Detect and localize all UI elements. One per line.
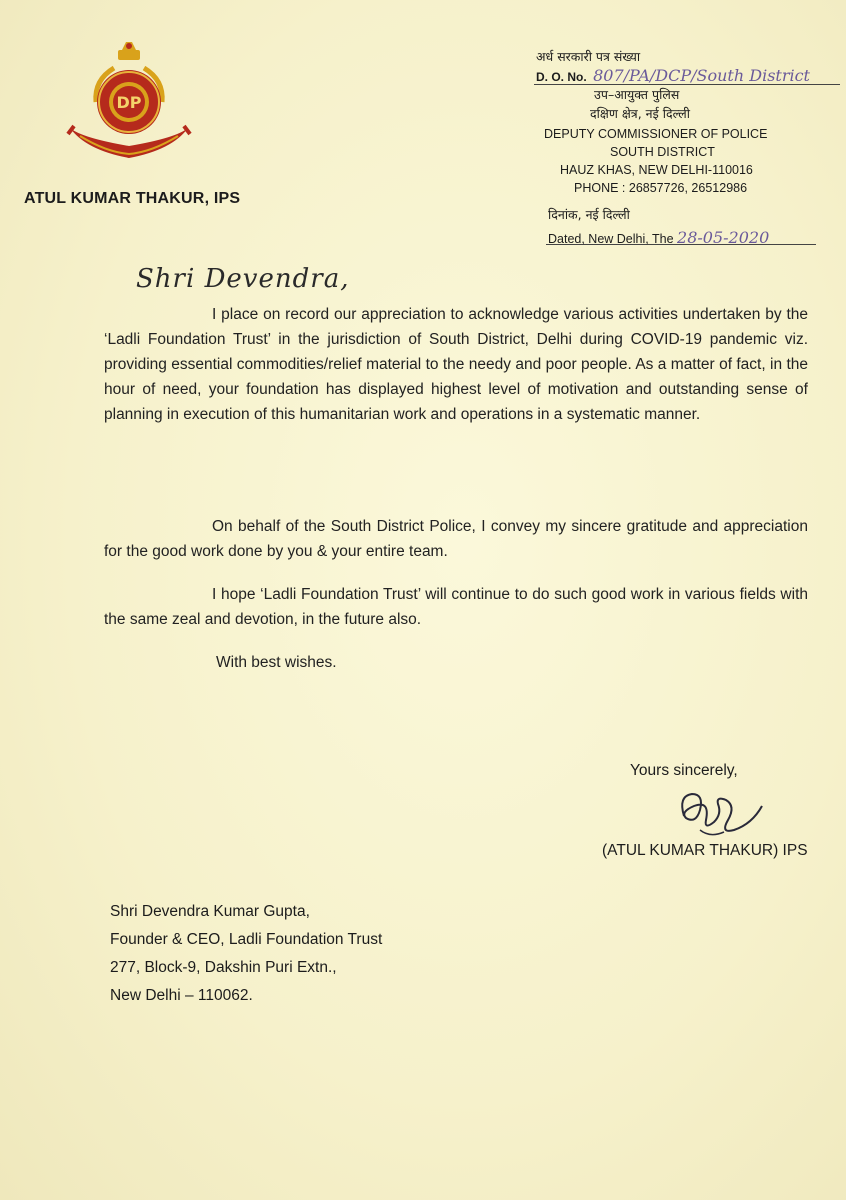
date-handwritten: 28-05-2020 [677,228,770,247]
hindi-date-label: दिनांक, नई दिल्ली [548,207,630,222]
body-paragraph-3: I hope ‘Ladli Foundation Trust’ will continue to do such good work in various fields with the same zeal and devotion, in the future also. [104,586,808,628]
do-handwritten-number: 807/PA/DCP/South District [593,66,810,85]
addressee-name: Shri Devendra Kumar Gupta, [110,903,310,920]
best-wishes: With best wishes. [216,654,337,671]
addressee-block [110,898,382,1010]
hindi-title: उप–आयुक्त पुलिस [594,87,680,102]
designation-title: DEPUTY COMMISSIONER OF POLICE [544,127,768,141]
district-name: SOUTH DISTRICT [610,145,715,159]
do-label: D. O. No. [536,70,587,84]
closing: Yours sincerely, [630,762,738,779]
salutation: Shri Devendra, [136,264,350,294]
addressee-street: 277, Block-9, Dakshin Puri Extn., [110,959,337,976]
body-paragraph-1: I place on record our appreciation to acknowledge various activities undertaken by the ‘Ladli Foundation Trust’ in the jurisdiction of South District, Delhi during COVID-19 pandemic viz. providing essential commodities/relief material to the needy and poor people. As a matter of fact, in the hour of need, your foundation has displayed highest level of motivation and outstanding sense of planning in execution of this humanitarian work and operations in a systematic manner. [104,306,808,423]
office-address: HAUZ KHAS, NEW DELHI-110016 [560,163,753,177]
hindi-do-label: अर्ध सरकारी पत्र संख्या [536,49,641,64]
do-underline [534,66,840,85]
addressee-city: New Delhi – 110062. [110,987,253,1004]
signatory-name: (ATUL KUMAR THAKUR) IPS [602,842,808,859]
body-paragraph-2: On behalf of the South District Police, I convey my sincere gratitude and appreciation for the good work done by you & your entire team. [104,518,808,560]
delhi-police-emblem-icon [66,40,192,168]
officer-name: ATUL KUMAR THAKUR, IPS [24,190,241,207]
svg-text:DP: DP [116,93,142,112]
addressee-designation: Founder & CEO, Ladli Foundation Trust [110,931,383,948]
signature-icon [670,786,770,842]
office-phone: PHONE : 26857726, 26512986 [574,181,748,195]
date-label: Dated, New Delhi, The [548,232,674,246]
date-underline [546,226,816,245]
hindi-district: दक्षिण क्षेत्र, नई दिल्ली [590,106,690,121]
